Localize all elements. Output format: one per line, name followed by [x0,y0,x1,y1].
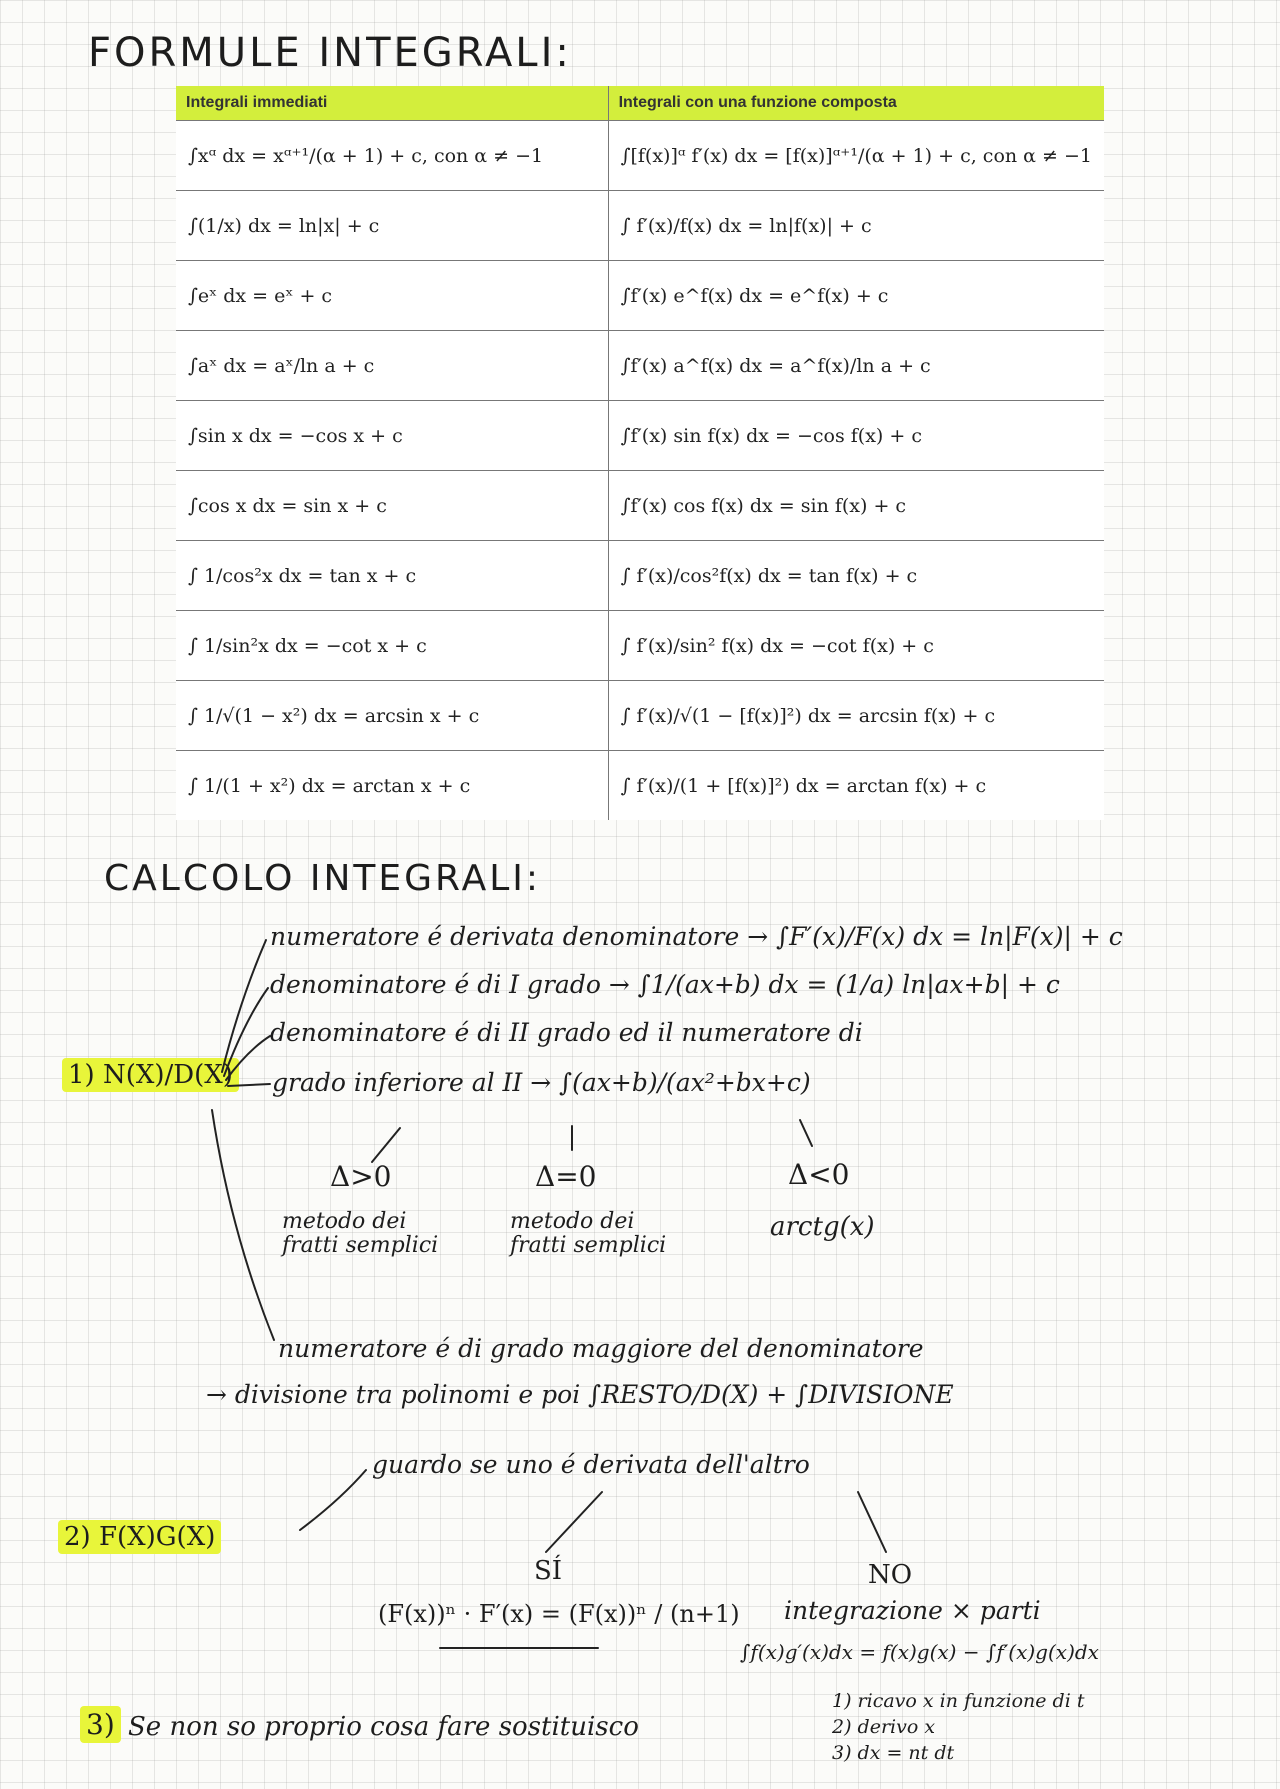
yes-line [546,1492,602,1552]
formula-composite: ∫ f′(x)/(1 + [f(x)]²) dx = arctan f(x) + c [608,751,1104,821]
formula-immediate: ∫ 1/(1 + x²) dx = arctan x + c [176,751,608,821]
case1-line6: → divisione tra polinomi e poi ∫RESTO/D(X) + ∫DIVISIONE [206,1380,954,1409]
branch-line-2 [224,988,268,1076]
formula-composite: ∫f′(x) e^f(x) dx = e^f(x) + c [608,261,1104,331]
case1-line1: numeratore é derivata denominatore → ∫F′(x)/F(x) dx = ln|F(x)| + c [270,922,1123,951]
branch-line-1 [222,940,266,1072]
case2-yes: SÍ [534,1556,563,1586]
section-title: CALCOLO INTEGRALI: [104,858,542,899]
formula-composite: ∫f′(x) a^f(x) dx = a^f(x)/ln a + c [608,331,1104,401]
case2-question: guardo se uno é derivata dell'altro [372,1450,810,1479]
case2-no: NO [868,1560,913,1590]
delta-zero: Δ=0 [535,1160,597,1193]
case2-no-text: integrazione × parti [784,1596,1041,1625]
formula-composite: ∫ f′(x)/sin² f(x) dx = −cot f(x) + c [608,611,1104,681]
case1-label: 1) N(X)/D(X) [62,1060,239,1090]
method-delta-negative: arctg(x) [770,1212,875,1242]
header-immediate: Integrali immediati [176,86,608,121]
case2-no-formula: ∫f(x)g′(x)dx = f(x)g(x) − ∫f′(x)g(x)dx [740,1640,1099,1664]
formula-composite: ∫f′(x) sin f(x) dx = −cos f(x) + c [608,401,1104,471]
delta-line-3 [800,1120,812,1146]
formula-immediate: ∫ 1/cos²x dx = tan x + c [176,541,608,611]
branch-line-4 [228,1084,270,1086]
formula-immediate: ∫ 1/√(1 − x²) dx = arcsin x + c [176,681,608,751]
formula-composite: ∫[f(x)]ᵅ f′(x) dx = [f(x)]ᵅ⁺¹/(α + 1) + c, con α ≠ −1 [608,121,1104,191]
formula-immediate: ∫aˣ dx = aˣ/ln a + c [176,331,608,401]
case1-line5: numeratore é di grado maggiore del denominatore [278,1334,924,1363]
delta-negative: Δ<0 [788,1158,850,1191]
formula-immediate: ∫xᵅ dx = xᵅ⁺¹/(α + 1) + c, con α ≠ −1 [176,121,608,191]
method-delta-zero: metodo dei fratti semplici [510,1209,667,1258]
formula-immediate: ∫ 1/sin²x dx = −cot x + c [176,611,608,681]
header-composite: Integrali con una funzione composta [608,86,1104,121]
method-delta-positive: metodo dei fratti semplici [282,1209,439,1258]
case3-step-1: 1) ricavo x in funzione di t [832,1690,1085,1712]
case3-step-2: 2) derivo x [832,1716,936,1738]
case1-line3: denominatore é di II grado ed il numeratore di [270,1018,863,1047]
branch-line-5 [212,1110,274,1340]
case3-step-3: 3) dx = nt dt [832,1742,955,1764]
formula-immediate: ∫cos x dx = sin x + c [176,471,608,541]
branch-line-3 [226,1036,270,1080]
formula-composite: ∫ f′(x)/f(x) dx = ln|f(x)| + c [608,191,1104,261]
formula-composite: ∫f′(x) cos f(x) dx = sin f(x) + c [608,471,1104,541]
case3-label: 3) [80,1708,121,1741]
formula-composite: ∫ f′(x)/cos²f(x) dx = tan f(x) + c [608,541,1104,611]
formula-composite: ∫ f′(x)/√(1 − [f(x)]²) dx = arcsin f(x) + c [608,681,1104,751]
delta-line-1 [372,1128,400,1162]
formula-immediate: ∫sin x dx = −cos x + c [176,401,608,471]
case1-line4: grado inferiore al II → ∫(ax+b)/(ax²+bx+c) [272,1068,811,1097]
no-line [858,1492,886,1552]
case2-yes-formula: (F(x))ⁿ · F′(x) = (F(x))ⁿ / (n+1) [378,1600,740,1628]
case1-line2: denominatore é di I grado → ∫1/(ax+b) dx = (1/a) ln|ax+b| + c [270,970,1060,999]
case3-text: Se non so proprio cosa fare sostituisco [128,1712,639,1742]
delta-positive: Δ>0 [330,1160,392,1193]
formula-immediate: ∫(1/x) dx = ln|x| + c [176,191,608,261]
page-title: FORMULE INTEGRALI: [88,30,572,76]
formula-immediate: ∫eˣ dx = eˣ + c [176,261,608,331]
case2-branch [300,1470,366,1530]
case2-label: 2) F(X)G(X) [58,1522,221,1552]
